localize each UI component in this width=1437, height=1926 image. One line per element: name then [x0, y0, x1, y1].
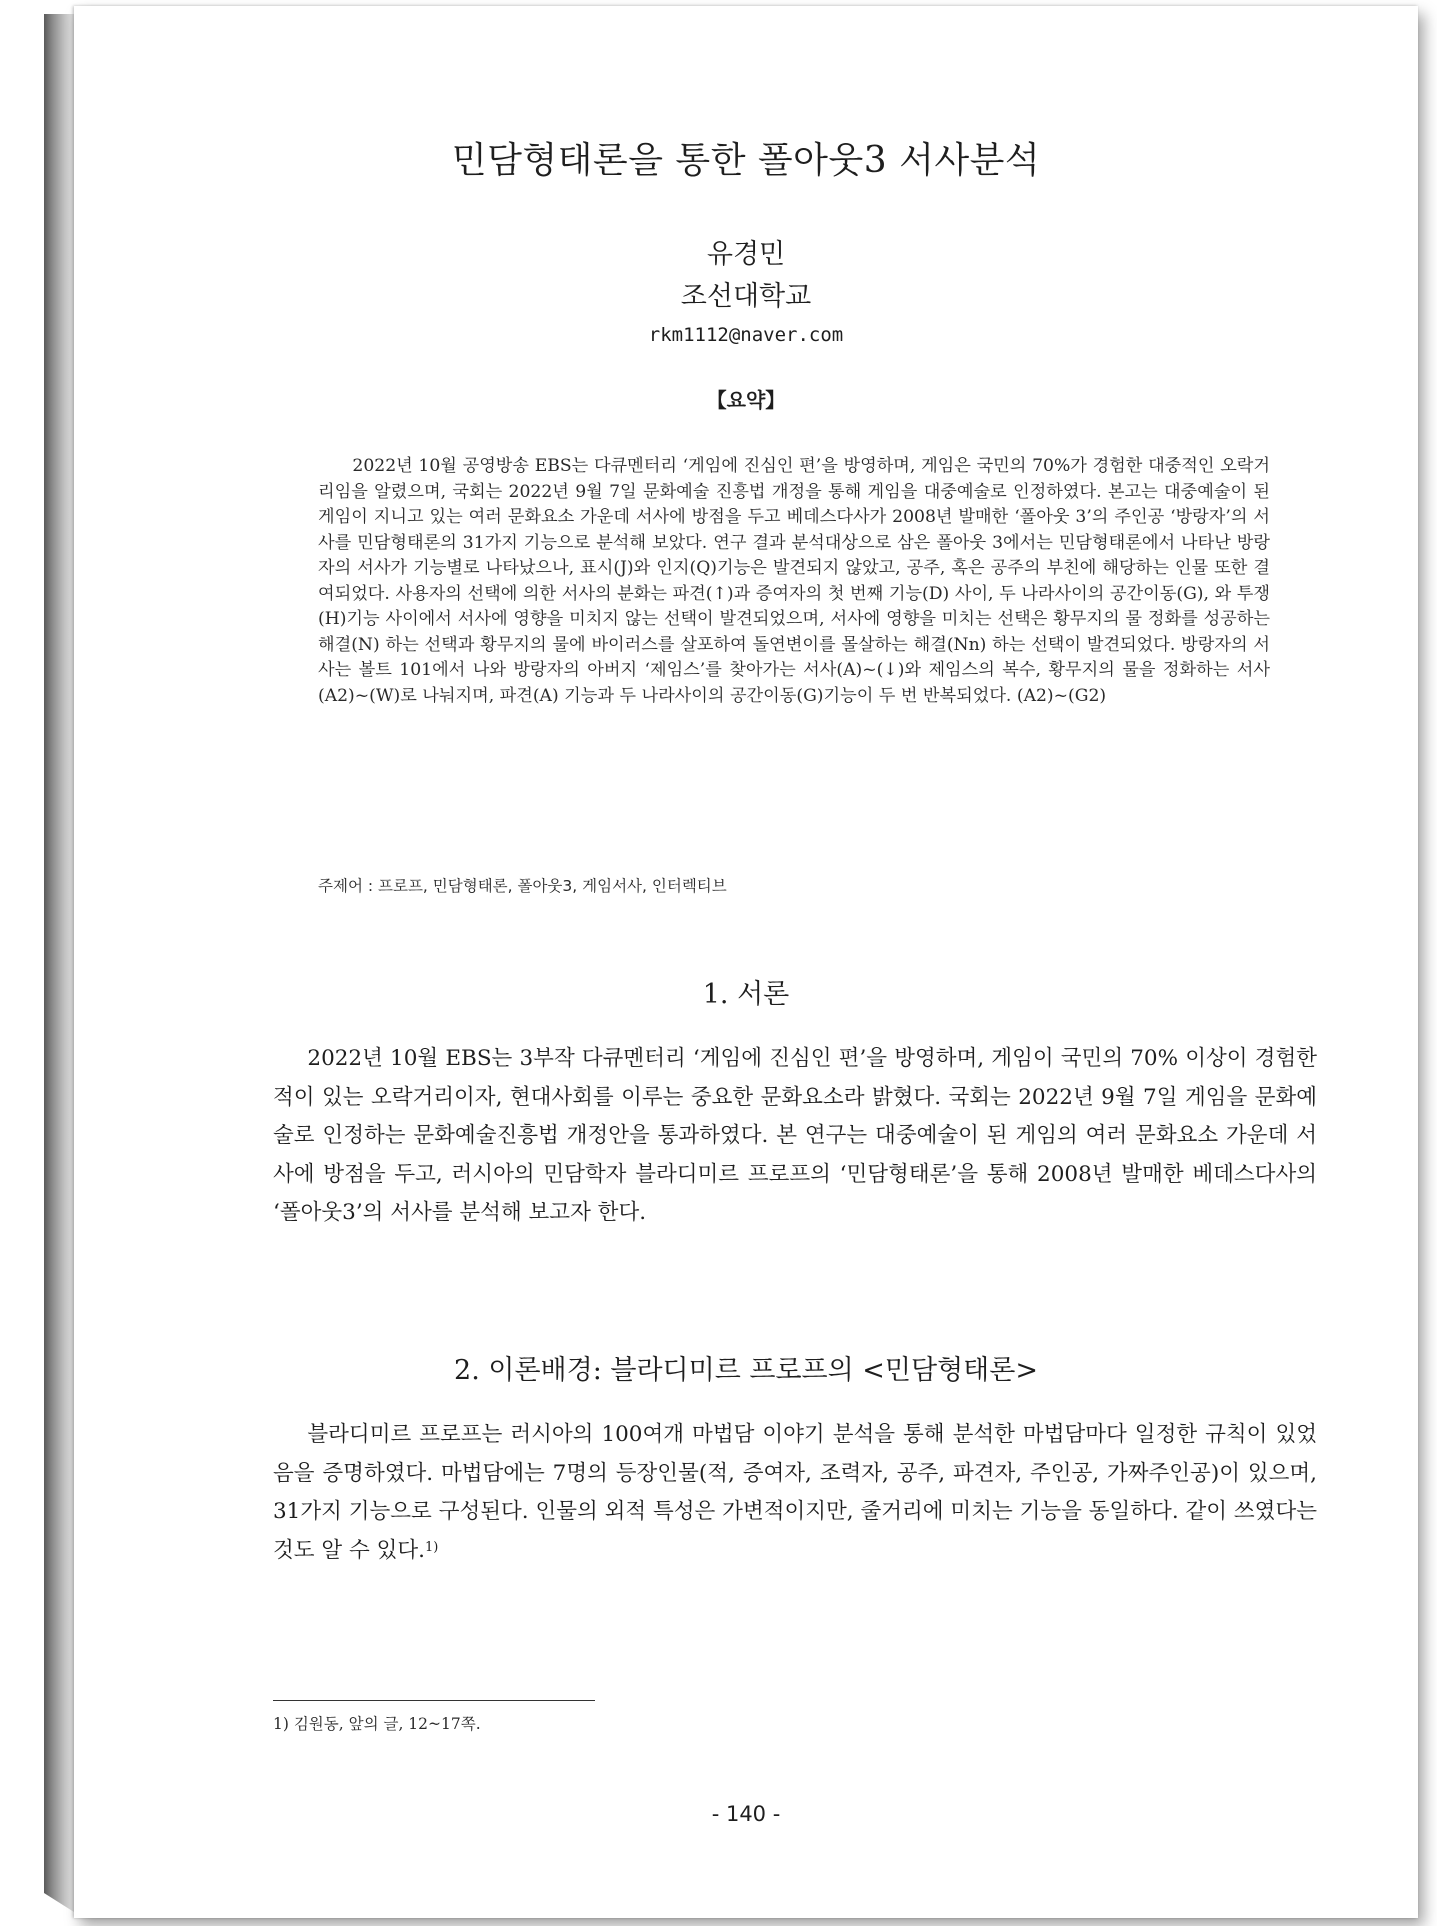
- abstract-text: 2022년 10월 공영방송 EBS는 다큐멘터리 ‘게임에 진심인 편’을 방영하며, 게임은 국민의 70%가 경험한 대중적인 오락거리임을 알렸으며, 국회는 2022년 9월 7일 문화예술 진흥법 개정을 통해 게임을 대중예술로 인정하였다. 본고는 대중예술이 된 게임이 지니고 있는 여러 문화요소 가운데 서사에 방점을 두고 베데스다사가 2008년 발매한 ‘폴아웃 3’의 주인공 ‘방랑자’의 서사를 민담형태론의 31가지 기능으로 분석해 보았다. 연구 결과 분석대상으로 삼은 폴아웃 3에서는 민담형태론에서 나타난 방랑자의 서사가 기능별로 나타났으나, 표시(J)와 인지(Q)기능은 발견되지 않았고, 공주, 혹은 공주의 부친에 해당하는 인물 또한 결여되었다. 사용자의 선택에 의한 서사의 분화는 파견(↑)과 증여자의 첫 번째 기능(D) 사이, 두 나라사이의 공간이동(G), 와 투쟁(H)기능 사이에서 서사에 영향을 미치지 않는 선택이 발견되었으며, 서사에 영향을 미치는 선택은 황무지의 물 정화를 성공하는 해결(N) 하는 선택과 황무지의 물에 바이러스를 살포하여 돌연변이를 몰살하는 해결(Nn) 하는 선택이 발견되었다. 방랑자의 서사는 볼트 101에서 나와 방랑자의 아버지 ‘제임스’를 찾아가는 서사(A)~(↓)와 제임스의 복수, 황무지의 물을 정화하는 서사(A2)~(W)로 나눠지며, 파견(A) 기능과 두 나라사이의 공간이동(G)기능이 두 번 반복되었다. (A2)~(G2): [318, 456, 1270, 706]
- keywords: 주제어 : 프로프, 민담형태론, 폴아웃3, 게임서사, 인터렉티브: [318, 877, 727, 895]
- author-name: 유경민: [706, 239, 786, 270]
- section-2-heading: 2. 이론배경: 블라디미르 프로프의 <민담형태론>: [454, 1355, 1038, 1386]
- author-email: rkm1112@naver.com: [648, 324, 844, 346]
- paper-page: [74, 6, 1418, 1918]
- footnote-marker[interactable]: 1): [424, 1539, 439, 1555]
- section-1-heading: 1. 서론: [702, 979, 790, 1010]
- footnote-divider: [273, 1700, 595, 1701]
- author-affiliation: 조선대학교: [680, 281, 812, 312]
- paper-title: 민담형태론을 통한 폴아웃3 서사분석: [451, 140, 1041, 181]
- abstract-heading: 【요약】: [706, 388, 786, 412]
- section-1-text: 2022년 10월 EBS는 3부작 다큐멘터리 ‘게임에 진심인 편’을 방영하며, 게임이 국민의 70% 이상이 경험한 적이 있는 오락거리이자, 현대사회를 이루는 중요한 문화요소라 밝혔다. 국회는 2022년 9월 7일 게임을 문화예술로 인정하는 문화예술진흥법 개정안을 통과하였다. 본 연구는 대중예술이 된 게임의 여러 문화요소 가운데 서사에 방점을 두고, 러시아의 민담학자 블라디미르 프로프의 ‘민담형태론’을 통해 2008년 발매한 베데스다사의 ‘폴아웃3’의 서사를 분석해 보고자 한다.: [273, 1046, 1317, 1225]
- section-2-text: 블라디미르 프로프는 러시아의 100여개 마법담 이야기 분석을 통해 분석한 마법담마다 일정한 규칙이 있었음을 증명하였다. 마법담에는 7명의 등장인물(적, 증여자, 조력자, 공주, 파견자, 주인공, 가짜주인공)이 있으며, 31가지 기능으로 구성된다. 인물의 외적 특성은 가변적이지만, 줄거리에 미치는 기능을 동일하다. 같이 쓰였다는 것도 알 수 있다.: [273, 1422, 1317, 1563]
- section-2-paragraph: [273, 1416, 1317, 1570]
- footnote-1: 1) 김원동, 앞의 글, 12~17쪽.: [273, 1715, 481, 1733]
- page-number: - 140 -: [711, 1802, 781, 1826]
- page-stack-edge: [44, 14, 74, 1912]
